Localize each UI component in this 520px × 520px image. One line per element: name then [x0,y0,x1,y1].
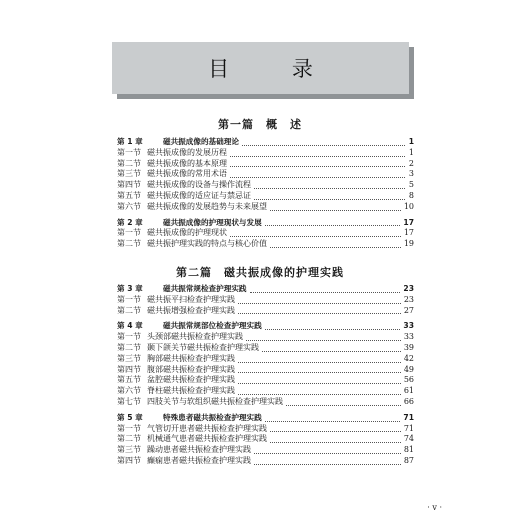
toc-chapter-entry [117,321,414,332]
chapter-number: 第 5 章 [117,412,143,422]
dot-leader [238,361,401,363]
section-number: 第六节 [117,201,141,211]
section-number: 第七节 [117,396,141,406]
page-number: 17 [403,217,414,227]
dot-leader [262,350,401,352]
toc-section-entry [117,365,414,376]
toc-section-entry [117,375,414,386]
page-number: 33 [403,321,414,331]
page-number: 66 [403,396,414,406]
page-folio: · v · [427,503,442,512]
section-number: 第一节 [117,294,141,304]
chapter-title: 磁共振常规部位检查护理实践 [163,321,262,331]
chapter-number: 第 1 章 [117,137,143,146]
section-number: 第一节 [117,423,141,433]
toc-section-entry [117,169,414,180]
toc-banner [112,42,409,94]
page-number: 10 [403,201,414,211]
toc-section-entry [117,295,414,306]
toc-section-entry [117,354,414,365]
chapter-number: 第 2 章 [117,217,143,227]
chapter-title: 磁共振成像的基础理论 [163,137,239,146]
dot-leader [265,328,401,330]
dot-leader [242,144,405,146]
section-number: 第一节 [117,332,141,342]
part-title: 第一篇 概 述 [218,118,302,131]
page-number: 1 [408,137,414,146]
toc-part-2-list [117,284,414,467]
dot-leader [270,246,401,248]
toc-section-entry [117,159,414,170]
page-number: 23 [403,284,414,293]
section-number: 第三节 [117,169,141,179]
dot-leader [286,404,401,406]
chapter-number: 第 4 章 [117,321,143,331]
dot-leader [270,209,401,211]
section-title: 磁共振成像的设备与操作流程 [147,180,251,190]
toc-section-entry [117,424,414,435]
section-number: 第五节 [117,375,141,385]
section-title: 腹部磁共振检查护理实践 [147,364,235,374]
toc-section-entry [117,332,414,343]
dot-leader [250,291,401,293]
page-number: 71 [403,423,414,433]
section-number: 第四节 [117,364,141,374]
section-title: 磁共振成像的基本原理 [147,158,227,168]
dot-leader [230,235,401,237]
section-title: 磁共振成像的常用术语 [147,169,227,179]
section-title: 磁共振成像的护理现状 [147,228,227,238]
chapter-title: 特殊患者磁共振检查护理实践 [163,412,262,422]
toc-section-entry [117,445,414,456]
section-number: 第五节 [117,190,141,200]
section-number: 第一节 [117,228,141,238]
page-number: 1 [408,147,414,157]
dot-leader [270,430,401,432]
section-number: 第六节 [117,386,141,396]
toc-section-entry [117,434,414,445]
dot-leader [254,198,405,200]
page-number: 5 [408,180,414,190]
section-number: 第二节 [117,342,141,352]
dot-leader [254,452,401,454]
page-number: 87 [403,455,414,465]
section-title: 四肢关节与软组织磁共振检查护理实践 [147,396,283,406]
dot-leader [238,312,401,314]
toc-chapter-entry [117,218,414,229]
page-number: 39 [403,342,414,352]
page-number: 74 [403,434,414,444]
part-title: 第二篇 磁共振成像的护理实践 [176,266,344,279]
section-title: 磁共振成像的发展趋势与未来展望 [147,201,267,211]
page-number: 23 [403,294,414,304]
page-number: 71 [403,412,414,422]
section-title: 磁共振平扫检查护理实践 [147,294,235,304]
dot-leader [265,420,401,422]
page-number: 61 [403,386,414,396]
chapter-title: 磁共振常规检查护理实践 [163,284,247,293]
toc-section-entry [117,191,414,202]
section-number: 第三节 [117,445,141,455]
dot-leader [230,176,405,178]
toc-part-1-list [117,137,414,250]
section-title: 脊柱磁共振检查护理实践 [147,386,235,396]
page-number: 33 [403,332,414,342]
section-title: 磁共振成像的发展历程 [147,147,227,157]
page-number: 49 [403,364,414,374]
section-number: 第二节 [117,158,141,168]
section-number: 第四节 [117,455,141,465]
section-number: 第二节 [117,305,141,315]
dot-leader [270,441,401,443]
toc-section-entry [117,386,414,397]
page-number: 27 [403,305,414,315]
page-number: 56 [403,375,414,385]
section-title: 磁共振护理实践的特点与核心价值 [147,239,267,249]
section-number: 第二节 [117,434,141,444]
page-number: 8 [408,190,414,200]
dot-leader [230,165,405,167]
page-number: 81 [403,445,414,455]
dot-leader [265,224,401,226]
toc-section-entry [117,239,414,250]
toc-chapter-entry [117,413,414,424]
toc-section-entry [117,456,414,467]
dot-leader [238,393,401,395]
dot-leader [238,382,401,384]
section-title: 颞下颌关节磁共振检查护理实践 [147,342,259,352]
page-number: 42 [403,353,414,363]
section-number: 第四节 [117,180,141,190]
dot-leader [246,339,401,341]
chapter-title: 磁共振成像的护理现状与发展 [163,217,262,227]
toc-title: 目 录 [208,57,341,81]
section-title: 头颈部磁共振检查护理实践 [147,332,243,342]
section-title: 磁共振成像的适应证与禁忌证 [147,190,251,200]
section-number: 第二节 [117,239,141,249]
dot-leader [238,302,401,304]
section-number: 第一节 [117,147,141,157]
section-title: 胸部磁共振检查护理实践 [147,353,235,363]
section-title: 癫痫患者磁共振检查护理实践 [147,455,251,465]
dot-leader [238,371,401,373]
section-number: 第三节 [117,353,141,363]
toc-section-entry [117,343,414,354]
page-number: 3 [408,169,414,179]
toc-section-entry [117,306,414,317]
toc-section-entry [117,228,414,239]
page-number: 2 [408,158,414,168]
dot-leader [254,463,401,465]
toc-section-entry [117,397,414,408]
toc-section-entry [117,180,414,191]
toc-chapter-entry [117,284,414,295]
section-title: 盆腔磁共振检查护理实践 [147,375,235,385]
toc-section-entry [117,148,414,159]
section-title: 躁动患者磁共振检查护理实践 [147,445,251,455]
toc-chapter-entry [117,137,414,148]
section-title: 机械通气患者磁共振检查护理实践 [147,434,267,444]
dot-leader [254,187,405,189]
page-number: 19 [403,239,414,249]
section-title: 磁共振增强检查护理实践 [147,305,235,315]
chapter-number: 第 3 章 [117,284,143,293]
section-title: 气管切开患者磁共振检查护理实践 [147,423,267,433]
toc-section-entry [117,202,414,213]
dot-leader [230,155,405,157]
page-number: 17 [403,228,414,238]
